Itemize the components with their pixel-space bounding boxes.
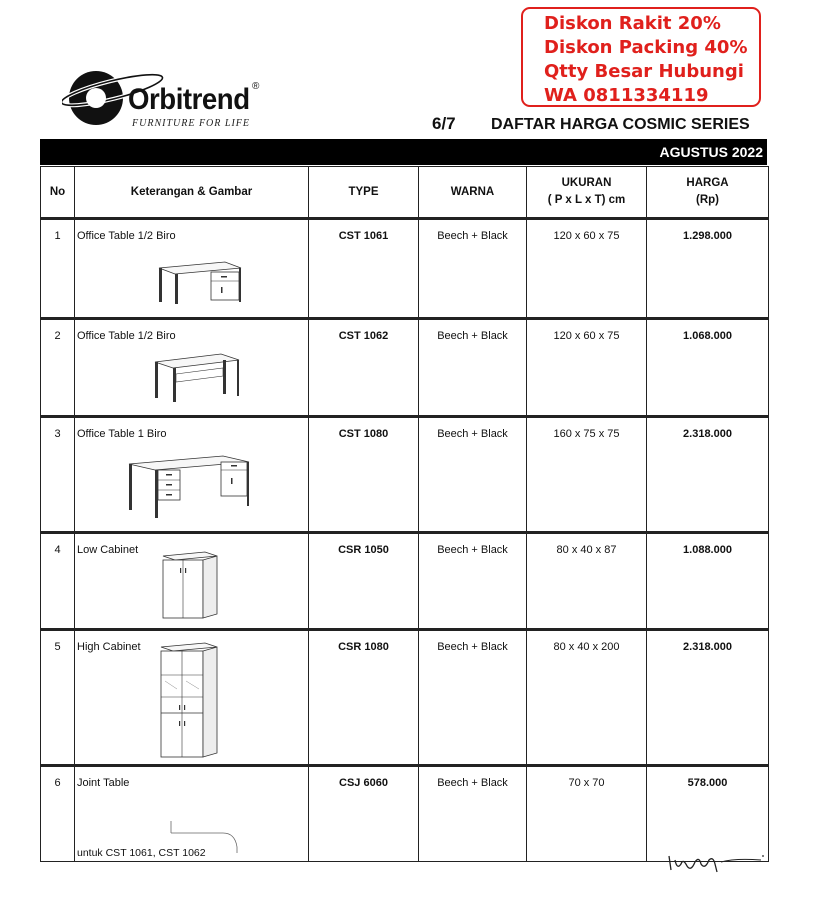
office-table-half-drawer-icon [155,254,245,306]
row-size: 80 x 40 x 200 [527,630,647,766]
brand-name: Orbitrend [128,83,250,116]
col-header-type: TYPE [309,167,419,219]
row-color: Beech + Black [419,533,527,630]
row-no: 1 [41,219,75,319]
row-price: 2.318.000 [647,630,769,766]
row-size: 70 x 70 [527,766,647,862]
office-table-double-pedestal-icon [127,452,253,524]
price-period: AGUSTUS 2022 [659,144,763,160]
document-title: DAFTAR HARGA COSMIC SERIES [491,116,750,133]
col-header-no: No [41,167,75,219]
row-size: 120 x 60 x 75 [527,219,647,319]
row-type: CSR 1050 [309,533,419,630]
row-color: Beech + Black [419,766,527,862]
table-row [41,219,769,319]
col-header-price-line2: (Rp) [696,194,719,206]
row-price: 1.068.000 [647,319,769,417]
row-note: untuk CST 1061, CST 1062 [77,847,206,859]
row-price: 1.088.000 [647,533,769,630]
table-row [41,630,769,766]
row-desc: Office Table 1 Biro [77,428,167,440]
row-color: Beech + Black [419,417,527,533]
signature-icon [665,846,765,874]
high-cabinet-icon [159,641,221,761]
table-row [41,766,769,862]
row-no: 4 [41,533,75,630]
row-desc: Joint Table [77,777,130,789]
row-no: 2 [41,319,75,417]
row-no: 3 [41,417,75,533]
col-header-size [527,167,647,219]
col-header-size-line2: ( P x L x T) cm [547,194,626,206]
brand-tagline: FURNITURE FOR LIFE [132,118,250,129]
promo-line-2: Diskon Packing 40% [544,37,748,58]
registered-mark: ® [252,81,260,92]
row-size: 160 x 75 x 75 [527,417,647,533]
row-no: 6 [41,766,75,862]
row-type: CST 1061 [309,219,419,319]
row-color: Beech + Black [419,219,527,319]
row-color: Beech + Black [419,319,527,417]
row-color: Beech + Black [419,630,527,766]
col-header-price [647,167,769,219]
table-row [41,533,769,630]
page-number: 6/7 [432,114,456,133]
discount-promo-box [521,7,761,107]
header-bar [40,139,767,165]
row-desc: Office Table 1/2 Biro [77,330,176,342]
promo-line-3: Qtty Besar Hubungi [544,61,744,82]
col-header-size-line1: UKURAN [561,177,612,189]
office-table-plain-icon [153,342,243,404]
row-desc-cell [75,417,309,533]
row-price: 578.000 [647,766,769,862]
col-header-price-line1: HARGA [686,177,729,189]
row-desc-cell [75,766,309,862]
row-type: CST 1080 [309,417,419,533]
row-desc: Low Cabinet [77,544,139,556]
row-no: 5 [41,630,75,766]
row-desc-cell [75,630,309,766]
row-size: 80 x 40 x 87 [527,533,647,630]
col-header-desc: Keterangan & Gambar [75,167,309,219]
row-type: CSR 1080 [309,630,419,766]
price-table [40,166,769,862]
table-header-row [41,167,769,219]
row-type: CST 1062 [309,319,419,417]
promo-line-4: WA 0811334119 [544,85,709,106]
row-price: 1.298.000 [647,219,769,319]
row-desc: High Cabinet [77,641,141,653]
low-cabinet-icon [161,550,221,622]
row-price: 2.318.000 [647,417,769,533]
row-desc-cell [75,533,309,630]
row-desc-cell [75,319,309,417]
row-desc: Office Table 1/2 Biro [77,230,176,242]
row-size: 120 x 60 x 75 [527,319,647,417]
promo-line-1: Diskon Rakit 20% [544,13,721,34]
col-header-color: WARNA [419,167,527,219]
row-desc-cell [75,219,309,319]
row-type: CSJ 6060 [309,766,419,862]
table-row [41,319,769,417]
table-row [41,417,769,533]
